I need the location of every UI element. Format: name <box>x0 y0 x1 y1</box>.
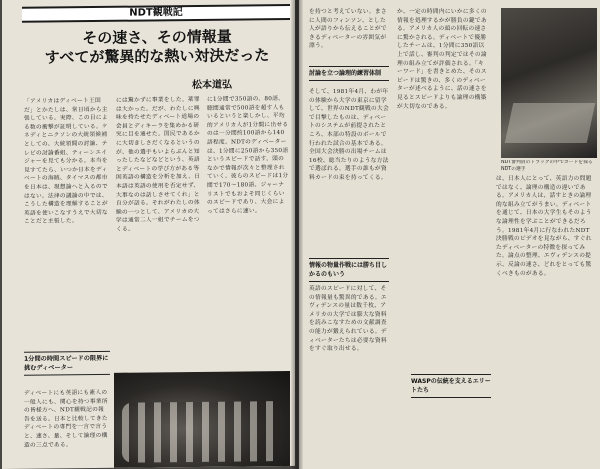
author-name: 松本道弘 <box>192 79 232 92</box>
left-subhead: 1分間の時間スピードの限界に挑むディベーター <box>24 351 110 376</box>
left-page <box>2 0 295 469</box>
right-subhead-2: 情報の物量作戦には勝ち目しかるのもいう <box>309 258 389 282</box>
right-column-1: を持つと考えていない。まさに人間のフィンソン、とした人が語りから伝えることができるディベーターの雰囲気が漂う。 <box>309 9 387 50</box>
right-subhead-1: 討論を立つ論理的練習体制 <box>309 66 389 81</box>
debate-audience-photo <box>114 371 290 468</box>
headline-line-1: その速さ、その情報量 <box>82 27 232 48</box>
photo-caption: NDT審判員のトラックの中でカードを探るNDTの選手 <box>501 160 593 172</box>
page-gutter <box>291 0 303 469</box>
right-column-3: は、日本人にとって、英語力の問題ではなく、論理の構造の違いである。アメリカ人は、話すときの論理的な組み立てがうまい。ディベートを通じて、日本の大学生もそのような論理性を学ぶことができるだろう。1981年4月に行なわれたNDT決勝戦のビデオを見ながら、すぐれたディベーターの特徴を探ってみた。論点の整理、エヴィデンスの提示、反論の速さ、どれをとっても驚くべきものがある。 <box>496 176 592 277</box>
right-column-1-section-2: そして、1981年4月、わが年の体験から大学の東京に留学して、世界のNDT観戦の大会で目撃したものは、ディベートのシステムが前提されたところ、本部の特設のボールで行われた試合の基本である。全国大会決勝の出場チームは16校、総当たりのような方法で選ばれる。選手の誰もが資料カードの束を持ってくる。 <box>309 89 389 181</box>
left-column-3: に1分間で350語の、80語、聴間通常で500語を超す人もいるというと楽しかし、平均的アメリカ人が1分間に出せるのは一分間約100語から140語程度。NDTのディベーターは、1分間に250語から350語というスピードで話す。頭のなかで情報が次々と整理されていく。彼らのスピードは1分間で170〜180語、ジャーナリストでもおよそ同じくらいのスピードであり、大会によってはさらに速い。 <box>207 96 289 215</box>
right-subhead-3: WASPの伝統を支えるエリートたち <box>411 374 491 398</box>
desk-papers <box>505 103 596 143</box>
right-column-1-section-3: 英語のスピードに対して、その情報量も驚異的である。エヴィデンスの量は数千枚、アメリカの大学では膨大な資料を読みこなすための文献調査の能力が鍛えられている。ディベーターたちは必要な資料をすぐ取り出せる。 <box>309 286 387 353</box>
headline-line-2: すべてが驚異的な熱い対決だった <box>44 46 270 67</box>
debater-desk-photo <box>501 8 597 158</box>
section-kicker: NDT観戦記 <box>22 4 290 23</box>
right-page <box>299 0 600 469</box>
right-column-2: か、一定の時間内にいかに多くの情報を処理するかが勝負の鍵である。アメリカ人の頭の回転の速さに驚かされる。ディベートで優勝したチームは、1分間に350語以上で話し、審判の判定ではその論理の組み立てが評価される。「キーワード」を書きとめた、そのスピードは驚きの、多くのディベーターが述べるように、話の速さを見るとスピードよりも論理の構築が大切なのである。 <box>397 9 487 110</box>
left-column-1-continued: ディベートにも英語にも素人の一般人にも、関心を持つ事業所の皆様方へ、NDT観戦記の報告を送る。日本と比較してきたディベートの専門を一言で言うと、速さ、量、そして論理の構造の三点である。 <box>24 389 108 449</box>
article-headline <box>32 27 282 68</box>
left-column-1: 「アメリカはディベート王国だ」とかたしは、常日頃から主張している。実際、この目による数の衝撃が証明している。ケネディとニクソンの大統領候補としての、大統領間の討論、テレビの討論番組、ティーンエイジャーを見ても分かる。本当を見すてたら、いつか日本をディベートの海賊、タイマスの都市を日本は、現想論へと入るのではない。法律の議論の中では、こうした構造を理解することが英語を使いこなすうえで大切なことだと主張した。 <box>24 97 108 226</box>
left-column-2: には驚かずに事業をした。薬罪は大かった。だが、わたしに興味を持たせたディベート道場の会員とディキーラを集めかる研究に目を通せた。国民であるかに大切きしさだくなるというのが、他の選手もいよらぶんと知ったしたなどなどという、英語とディベートの学び方がある等国英語の構造を分析を加え、日本語は英語の使用を否定せず、大事なのは話しさせてくれ」と自分が話る。それがわたしの体験の一つとして、アメリカの大学は通常二人一組でチームをつくる。 <box>116 96 201 233</box>
audience-figures <box>122 401 282 463</box>
